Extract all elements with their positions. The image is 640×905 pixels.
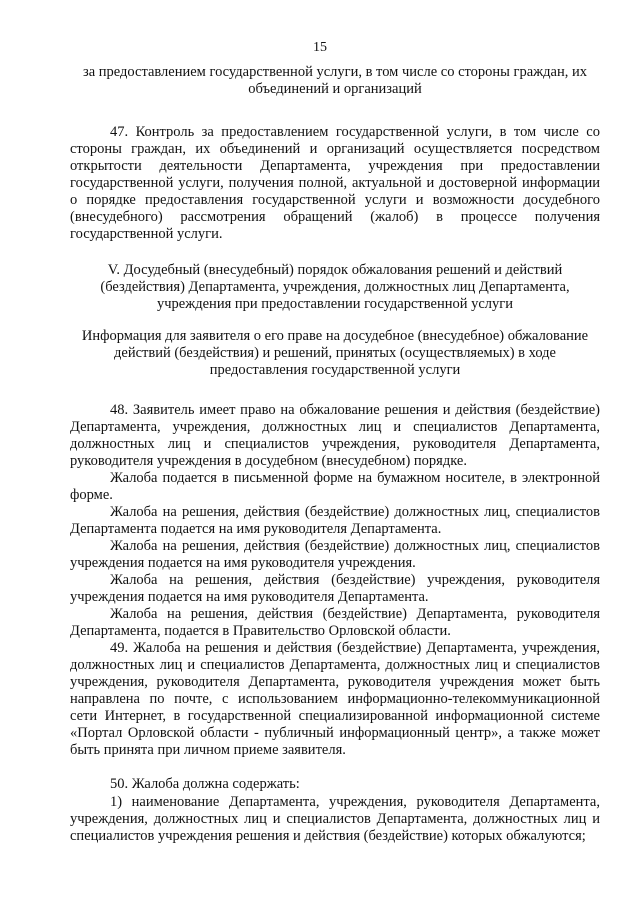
info-subsection-title: Информация для заявителя о его праве на досудебное (внесудебное) обжалование действий (бездействия) и решений, принятых (осуществляемых) в ходе предоставления государственной услуги bbox=[81, 328, 589, 378]
paragraph-48-institution-staff: Жалоба на решения, действия (бездействие) должностных лиц, специалистов учреждения подается на имя руководителя учреждения. bbox=[70, 538, 600, 571]
paragraph-50: 50. Жалоба должна содержать: bbox=[110, 776, 300, 792]
paragraph-49: 49. Жалоба на решения и действия (бездействие) Департамента, учреждения, должностных лиц и специалистов Департамента, должностных лиц и специалистов учреждения, руководителя Департамента, руководителя учреждения может быть направлена по почте, с использованием информационно-телекоммуникационной сети Интернет, в государственной специализированной информационной системе «Портал Орловской области - публичный информационный центр», а также может быть принята при личном приеме заявителя. bbox=[70, 640, 600, 758]
paragraph-48: 48. Заявитель имеет право на обжалование решения и действия (бездействие) Департамента, учреждения, должностных лиц и специалистов Департамента, должностных лиц и специалистов учреждения, руководителя Департамента, руководителя учреждения в досудебном (внесудебном) порядке. bbox=[70, 402, 600, 469]
paragraph-48-department-staff: Жалоба на решения, действия (бездействие) должностных лиц, специалистов Департамента подается на имя руководителя Департамента. bbox=[70, 504, 600, 537]
paragraph-47: 47. Контроль за предоставлением государственной услуги, в том числе со стороны граждан, их объединений и организаций осуществляется посредством открытости деятельности Департамента, учреждения при предоставлении государственной услуги, получения полной, актуальной и достоверной информации о порядке предоставления государственной услуги и возможности досудебного (внесудебного) рассмотрения обращений (жалоб) в процессе получения государственной услуги. bbox=[70, 124, 600, 242]
subsection-heading-continued: за предоставлением государственной услуги, в том числе со стороны граждан, их объединений и организаций bbox=[82, 64, 588, 97]
paragraph-50-item-1: 1) наименование Департамента, учреждения, руководителя Департамента, учреждения, должностных лиц и специалистов Департамента, должностных лиц и специалистов учреждения решения и действия (бездействие) которых обжалуются; bbox=[70, 794, 600, 844]
paragraph-48-department-head: Жалоба на решения, действия (бездействие) Департамента, руководителя Департамента, подается в Правительство Орловской области. bbox=[70, 606, 600, 639]
section-5-title: V. Досудебный (внесудебный) порядок обжалования решений и действий (бездействия) Департамента, учреждения, должностных лиц Департамента, учреждения при предоставлении государственной услуги bbox=[100, 262, 570, 312]
paragraph-48-institution-head: Жалоба на решения, действия (бездействие) учреждения, руководителя учреждения подается на имя руководителя Департамента. bbox=[70, 572, 600, 605]
paragraph-48-form: Жалоба подается в письменной форме на бумажном носителе, в электронной форме. bbox=[70, 470, 600, 503]
page-number: 15 bbox=[313, 40, 327, 55]
